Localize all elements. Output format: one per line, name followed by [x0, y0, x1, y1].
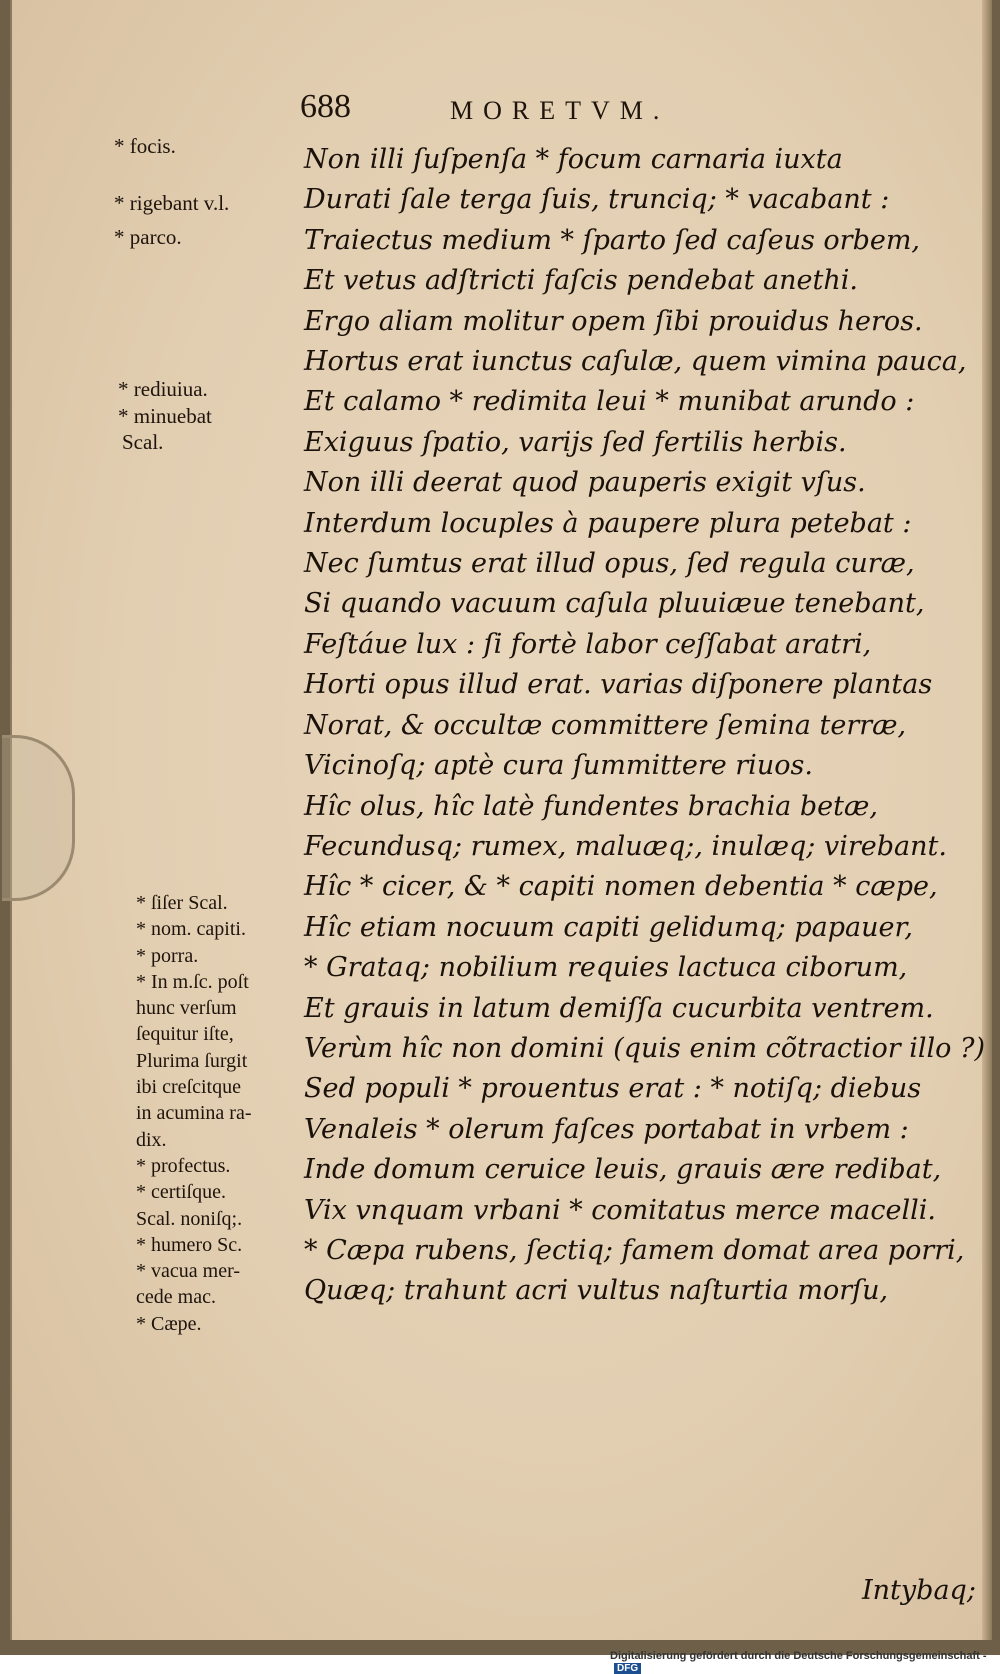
margin-note: * parco. — [114, 225, 182, 249]
margin-note: * In m.ſc. poſt — [136, 970, 249, 993]
margin-note: Scal. — [122, 430, 164, 454]
verse-line: Horti opus illud erat. varias diſponere plantas — [304, 669, 933, 701]
margin-note: * nom. capiti. — [136, 918, 246, 941]
verse-line: Verùm hîc non domini (quis enim cõtractior illo ?) — [304, 1032, 986, 1064]
margin-note: cede mac. — [136, 1286, 216, 1309]
page-number: 688 — [300, 88, 351, 125]
verse-line: Interdum locuples à paupere plura petebat : — [304, 507, 912, 539]
verse-line: Et vetus adſtricti faſcis pendebat anethi. — [304, 265, 858, 297]
verse-line: Si quando vacuum caſula pluuiæue tenebant, — [304, 588, 925, 620]
verse-line: Hortus erat iunctus caſulæ, quem vimina pauca, — [304, 346, 967, 378]
margin-note: * profectus. — [136, 1154, 231, 1177]
verse-line: Exiguus ſpatio, varijs ſed fertilis herbis. — [304, 426, 847, 458]
verse-body — [304, 140, 984, 1312]
dfg-logo: DFG — [614, 1663, 641, 1674]
verse-line: Norat, & occultæ committere ſemina terræ, — [304, 709, 907, 741]
footer-text: Digitalisierung gefördert durch die Deutsche Forschungsgemeinschaft - — [610, 1650, 987, 1662]
book-clip — [2, 735, 75, 901]
verse-line: Ergo aliam molitur opem ſibi prouidus heros. — [304, 305, 923, 337]
verse-line: Et grauis in latum demiſſa cucurbita ventrem. — [304, 992, 934, 1024]
verse-line: Non illi ſuſpenſa * focum carnaria iuxta — [304, 144, 843, 175]
margin-note: ſequitur iſte, — [136, 1023, 234, 1046]
verse-line: Feſtáue lux : ſi fortè labor ceſſabat aratri, — [304, 628, 872, 660]
verse-line: * Grataq; nobilium requies lactuca ciborum, — [304, 952, 908, 984]
margin-note: * rigebant v.l. — [114, 191, 230, 215]
verse-line: Fecundusq; rumex, maluæq;, inulæq; virebant. — [304, 830, 947, 862]
margin-note: ibi creſcitque — [136, 1076, 241, 1099]
footer-credit — [610, 1650, 1000, 1674]
verse-line: Venaleis * olerum faſces portabat in vrbem : — [304, 1113, 909, 1145]
verse-line: Inde domum ceruice leuis, grauis ære redibat, — [304, 1154, 942, 1186]
margin-note: in acumina ra- — [136, 1102, 252, 1125]
running-head: MORETVM. — [450, 96, 670, 125]
margin-note: * focis. — [114, 134, 176, 158]
margin-note: * certiſque. — [136, 1181, 226, 1204]
verse-line: * Cæpa rubens, ſectiq; famem domat area porri, — [304, 1234, 965, 1266]
margin-note: * ſiſer Scal. — [136, 892, 228, 914]
page-header — [300, 88, 860, 128]
margin-notes-lower — [136, 890, 306, 1337]
margin-note: Plurima ſurgit — [136, 1049, 248, 1072]
margin-note: * porra. — [136, 944, 199, 967]
catchword: Intybaq; — [862, 1575, 976, 1606]
verse-line: Et calamo * redimita leui * munibat arundo : — [304, 386, 915, 418]
margin-note: * vacua mer- — [136, 1260, 240, 1283]
margin-note: dix. — [136, 1128, 167, 1151]
verse-line: Hîc etiam nocuum capiti gelidumq; papauer, — [304, 911, 913, 943]
margin-note: Scal. noniſq;. — [136, 1207, 243, 1230]
verse-line: Traiectus medium * ſparto ſed caſeus orbem, — [304, 224, 921, 256]
margin-note: hunc verſum — [136, 997, 237, 1020]
margin-note: * humero Sc. — [136, 1233, 243, 1256]
margin-note: * rediuiua. — [118, 377, 208, 401]
verse-line: Vicinoſq; aptè cura ſummittere riuos. — [304, 750, 813, 782]
verse-line: Quæq; trahunt acri vultus naſturtia morſu, — [304, 1275, 889, 1307]
margin-note: * minuebat — [118, 404, 212, 428]
verse-line: Hîc olus, hîc latè fundentes brachia betæ, — [304, 790, 878, 822]
verse-line: Durati ſale terga ſuis, trunciq; * vacabant : — [304, 184, 890, 216]
verse-line: Nec ſumtus erat illud opus, ſed regula curæ, — [304, 548, 915, 580]
verse-line: Hîc * cicer, & * capiti nomen debentia * cæpe, — [304, 871, 938, 903]
verse-line: Vix vnquam vrbani * comitatus merce macelli. — [304, 1194, 936, 1226]
margin-note: * Cæpe. — [136, 1312, 202, 1335]
verse-line: Non illi deerat quod pauperis exigit vſus. — [304, 467, 866, 499]
verse-line: Sed populi * prouentus erat : * notiſq; diebus — [304, 1073, 922, 1105]
